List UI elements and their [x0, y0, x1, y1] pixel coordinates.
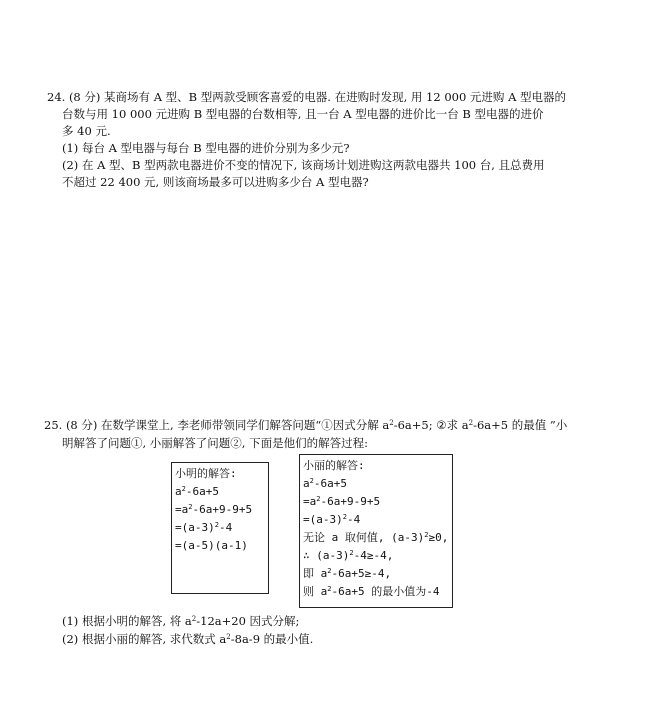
xiaoli-step5: ∴ $(a-3)^2-4\ge-4$, — [303, 549, 394, 562]
xiaoming-step2: $=a^2-6a+9-9+5$ — [175, 503, 253, 516]
xiaoli-step4: 无论 a 取何值, $(a-3)^2\ge 0$, — [303, 531, 449, 544]
q25-sub1: (1) 根据小明的解答, 将 $a^2-12a+20$ 因式分解; — [62, 614, 300, 628]
xiaoming-step4: =(a-5)(a-1) — [175, 539, 248, 552]
xiaoming-title: 小明的解答: — [175, 467, 237, 480]
xiaoli-step1: $a^2-6a+5$ — [303, 477, 347, 490]
xiaoli-title: 小丽的解答: — [303, 459, 365, 472]
q24-sub1: (1) 每台 A 型电器与每台 B 型电器的进价分别为多少元? — [62, 141, 350, 155]
xiaoli-step3: $=(a-3)^2-4$ — [303, 513, 361, 526]
xiaoming-step1: $a^2-6a+5$ — [175, 485, 219, 498]
q24-line1: 24. (8 分) 某商场有 A 型、B 型两款受顾客喜爱的电器. 在进购时发现, 用 12 000 元进购 A 型电器的 — [47, 90, 567, 104]
xiaoli-step7: 则 $a^2-6a+5$ 的最小值为-4 — [303, 585, 440, 598]
q25-line2: 明解答了问题①, 小丽解答了问题②, 下面是他们的解答过程: — [62, 436, 368, 450]
xiaoming-step3: $=(a-3)^2-4$ — [175, 521, 233, 534]
xiaoli-step6: 即 $a^2-6a+5\ge-4$, — [303, 567, 392, 580]
q24-line2: 台数与用 10 000 元进购 B 型电器的台数相等, 且一台 A 型电器的进价比一台 B 型电器的进价 — [62, 107, 544, 121]
xiaoli-step2: $=a^2-6a+9-9+5$ — [303, 495, 381, 508]
q25-sub2: (2) 根据小丽的解答, 求代数式 $a^2-8a-9$ 的最小值. — [62, 632, 314, 646]
xiaoli-solution-box — [299, 454, 453, 608]
xiaoming-solution-box — [171, 462, 269, 594]
q24-sub2-line1: (2) 在 A 型、B 型两款电器进价不变的情况下, 该商场计划进购这两款电器共 100 台, 且总费用 — [62, 158, 545, 172]
q24-sub2-line2: 不超过 22 400 元, 则该商场最多可以进购多少台 A 型电器? — [62, 175, 369, 189]
q25-line1: 25. (8 分) 在数学课堂上, 李老师带领同学们解答问题“①因式分解 $a^2-6a+5$; ②求 $a^2-6a+5$ 的最值 ”小 — [44, 418, 568, 432]
q24-line3: 多 40 元. — [62, 124, 111, 138]
